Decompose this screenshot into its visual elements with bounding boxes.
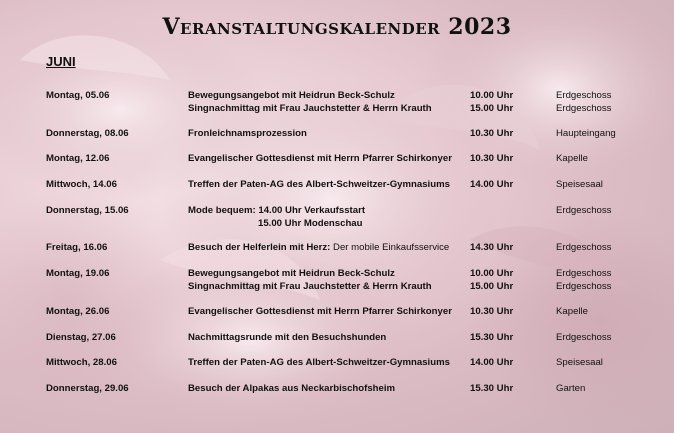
event-location: Erdgeschoss bbox=[556, 205, 612, 216]
event-title: Singnachmittag mit Frau Jauchstetter & Herrn Krauth bbox=[188, 102, 432, 114]
event-time: 10.00 Uhr bbox=[470, 268, 514, 279]
event-title: Fronleichnamsprozession bbox=[188, 128, 307, 139]
event-location: Erdgeschoss bbox=[556, 242, 612, 253]
event-location: Erdgeschoss bbox=[556, 102, 612, 114]
event-location: Speisesaal bbox=[556, 357, 603, 368]
event-time: 14.00 Uhr bbox=[470, 179, 514, 190]
event-location: Kapelle bbox=[556, 306, 589, 317]
event-time: 14.30 Uhr bbox=[470, 242, 514, 253]
event-time: 15.30 Uhr bbox=[470, 383, 514, 394]
event-title: Bewegungsangebot mit Heidrun Beck-Schulz bbox=[188, 90, 395, 101]
event-title: Besuch der Helferlein mit Herz: Der mobile Einkaufsservice bbox=[188, 242, 450, 253]
event-title: Treffen der Paten-AG des Albert-Schweitzer-Gymnasiums bbox=[188, 357, 450, 368]
event-time: 10.00 Uhr bbox=[470, 90, 514, 101]
event-title: Treffen der Paten-AG des Albert-Schweitzer-Gymnasiums bbox=[188, 179, 450, 190]
event-location: Erdgeschoss bbox=[556, 332, 612, 343]
page-title: Veranstaltungskalender 2023 bbox=[162, 14, 512, 40]
event-time: 15.30 Uhr bbox=[470, 332, 514, 343]
event-title: Mode bequem: 14.00 Uhr Verkaufsstart bbox=[188, 205, 366, 216]
event-date: Donnerstag, 15.06 bbox=[46, 205, 129, 216]
event-title: 15.00 Uhr Modenschau bbox=[258, 217, 363, 229]
month-heading: JUNI bbox=[46, 54, 76, 69]
event-location: Haupteingang bbox=[556, 128, 616, 139]
event-date: Dienstag, 27.06 bbox=[46, 332, 116, 343]
event-title: Besuch der Alpakas aus Neckarbischofsheim bbox=[188, 383, 396, 394]
event-title: Evangelischer Gottesdienst mit Herrn Pfarrer Schirkonyer bbox=[188, 306, 452, 317]
event-date: Donnerstag, 08.06 bbox=[46, 128, 129, 139]
event-title: Nachmittagsrunde mit den Besuchshunden bbox=[188, 332, 387, 343]
event-date: Mittwoch, 14.06 bbox=[46, 179, 117, 190]
event-location: Erdgeschoss bbox=[556, 90, 612, 101]
event-date: Mittwoch, 28.06 bbox=[46, 357, 117, 368]
event-date: Montag, 26.06 bbox=[46, 306, 110, 317]
event-location: Kapelle bbox=[556, 153, 589, 164]
event-time: 15.00 Uhr bbox=[470, 280, 514, 292]
event-title: Bewegungsangebot mit Heidrun Beck-Schulz bbox=[188, 268, 395, 279]
event-date: Montag, 19.06 bbox=[46, 268, 110, 279]
event-time: 14.00 Uhr bbox=[470, 357, 514, 368]
event-location: Garten bbox=[556, 383, 586, 394]
event-time: 15.00 Uhr bbox=[470, 102, 514, 114]
event-title-extra: Der mobile Einkaufsservice bbox=[330, 242, 450, 253]
event-date: Montag, 05.06 bbox=[46, 90, 110, 101]
event-title: Singnachmittag mit Frau Jauchstetter & Herrn Krauth bbox=[188, 280, 432, 292]
event-time: 10.30 Uhr bbox=[470, 128, 514, 139]
event-date: Donnerstag, 29.06 bbox=[46, 383, 129, 394]
event-time: 10.30 Uhr bbox=[470, 153, 514, 164]
event-location: Erdgeschoss bbox=[556, 280, 612, 292]
event-title: Evangelischer Gottesdienst mit Herrn Pfarrer Schirkonyer bbox=[188, 153, 452, 164]
event-date: Montag, 12.06 bbox=[46, 153, 110, 164]
event-time: 10.30 Uhr bbox=[470, 306, 514, 317]
event-location: Erdgeschoss bbox=[556, 268, 612, 279]
event-location: Speisesaal bbox=[556, 179, 603, 190]
event-date: Freitag, 16.06 bbox=[46, 242, 108, 253]
